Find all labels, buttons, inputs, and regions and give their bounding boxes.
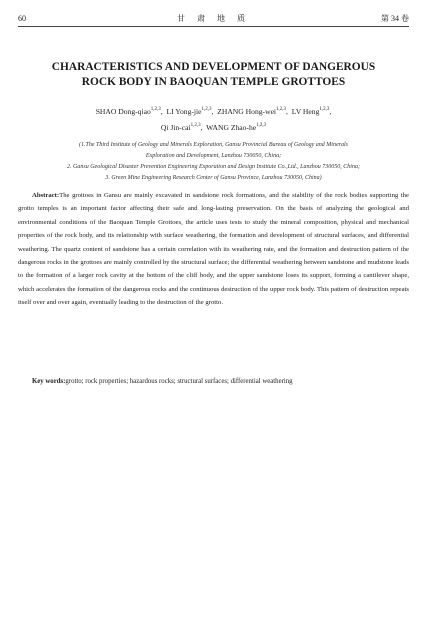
author-list (50, 104, 377, 136)
volume-label: 第 34 卷 (381, 14, 409, 23)
running-header (18, 13, 409, 25)
page-number: 60 (18, 14, 26, 23)
author-affil-marker: 1,2,3 (319, 107, 330, 112)
abstract (18, 189, 409, 310)
affiliations (22, 140, 405, 184)
keywords (32, 375, 409, 388)
author-affil-marker: 1,2,3 (276, 107, 287, 112)
keywords-label: Key words: (32, 378, 66, 385)
author-affil-marker: 1,2,3 (201, 107, 212, 112)
author-name: SHAO Dong-qiao (95, 107, 151, 116)
abstract-label: Abstract: (32, 192, 60, 199)
journal-name: 甘 肃 地 质 (177, 14, 250, 23)
affiliation-line-3: 2. Gansu Geological Disaster Prevention Engineering Exporation and Design Institute Co.,Ltd., Lanzhou 730050, China; (67, 164, 360, 170)
title-line-2: ROCK BODY IN BAOQUAN TEMPLE GROTTOES (81, 76, 346, 88)
author-name: LV Heng (291, 107, 320, 116)
affiliation-line-1: (1.The Third Institute of Geology and Minerals Exploration, Gansu Provincial Bureau of Geology and Minerals (79, 142, 348, 148)
author-affil-marker: 1,2,3 (190, 123, 201, 128)
title-line-1: CHARACTERISTICS AND DEVELOPMENT OF DANGEROUS (51, 61, 376, 73)
header-rule (18, 26, 409, 27)
author-name: ZHANG Hong-wei (217, 107, 277, 116)
author-line-2: Qi Jin-cai$^{1,2,3}$, WANG Zhao-he$^{1,2,3}$ (160, 123, 267, 132)
keywords-text: grotto; rock properties; hazardous rocks; structural surfaces; differential weathering (65, 378, 293, 385)
affiliation-line-2: Exploration and Development, Lanzhou 730050, China; (145, 153, 282, 159)
author-name: LI Yong-jie (166, 107, 202, 116)
author-affil-marker: 1,2,3 (150, 107, 161, 112)
author-line-1: SHAO Dong-qiao$^{1,2,3}$, LI Yong-jie$^{1,2,3}$, ZHANG Hong-wei$^{1,2,3}$, LV Heng$^{1,2,3}$, (95, 107, 332, 116)
abstract-text: The grottoes in Gansu are mainly excavated in sandstone rock formations, and the stability of the rock bodies supporting the grotto temples is an important factor affecting their safe and long-lasting preservation. On the basis of analyzing the geological and environmental conditions of the Baoquan Temple Grottoes, the article uses tests to study the mineral composition, physical and mechanical properties of the rock body, and its relationship with surface weathering, the formation and development of structural surfaces, and differential weathering. The quartz content of sandstone has a certain correlation with its weathering rate, and the formation and destruction pattern of the dangerous rocks in the grottoes are mainly controlled by the structural surface; the differential weathering between sandstone and mudstone leads to the formation of a larger rock cavity at the bottom of the cliff body, and the upper sandstone loses its support, forming a cantilever shape, which accelerates the formation of the dangerous rocks and the continuous destruction of the upper rock body. This pattern of destruction repeats itself over and over again, eventually leading to the destruction of the grotto. (18, 192, 409, 307)
author-name: Qi Jin-cai (160, 123, 191, 132)
author-name: WANG Zhao-he (206, 123, 257, 132)
author-affil-marker: 1,2,3 (256, 123, 267, 128)
affiliation-line-4: 3. Green Mine Engineering Research Center of Gansu Province, Lanzhou 730050, China) (105, 175, 322, 181)
paper-title (30, 60, 397, 90)
